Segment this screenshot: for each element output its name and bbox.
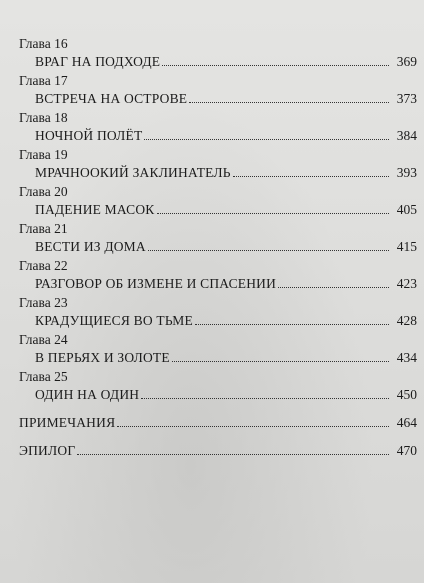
chapter-label: Глава 20 — [19, 184, 68, 199]
page-number: 384 — [396, 128, 417, 143]
chapter-label: Глава 22 — [19, 258, 68, 273]
spacer — [19, 405, 417, 413]
table-of-contents — [19, 35, 417, 461]
chapter-label: Глава 21 — [19, 221, 68, 236]
chapter-label: Глава 23 — [19, 295, 68, 310]
dot-leader — [141, 398, 389, 399]
entry-title: В ПЕРЬЯХ И ЗОЛОТЕ — [35, 350, 170, 365]
page-number: 369 — [396, 54, 417, 69]
toc-entry — [19, 348, 417, 368]
dot-leader — [195, 324, 389, 325]
toc-entry-notes — [19, 413, 417, 433]
chapter-label: Глава 19 — [19, 147, 68, 162]
toc-entry — [19, 52, 417, 72]
entry-title: ОДИН НА ОДИН — [35, 387, 140, 402]
entry-title: ПРИМЕЧАНИЯ — [19, 415, 116, 430]
page-number: 428 — [396, 313, 417, 328]
toc-entry — [19, 274, 417, 294]
dot-leader — [278, 287, 389, 288]
page-number: 373 — [396, 91, 417, 106]
dot-leader — [189, 102, 389, 103]
toc-entry — [19, 237, 417, 257]
page-number: 470 — [396, 443, 417, 458]
toc-entry-epilogue — [19, 441, 417, 461]
dot-leader — [77, 454, 389, 455]
spacer — [19, 433, 417, 441]
chapter-label: Глава 24 — [19, 332, 68, 347]
page-number: 464 — [396, 415, 417, 430]
entry-title: МРАЧНООКИЙ ЗАКЛИНАТЕЛЬ — [35, 165, 231, 180]
page-number: 434 — [396, 350, 417, 365]
chapter-label: Глава 16 — [19, 36, 68, 51]
toc-entry — [19, 89, 417, 109]
entry-title: ПАДЕНИЕ МАСОК — [35, 202, 155, 217]
chapter-label: Глава 17 — [19, 73, 68, 88]
toc-entry — [19, 200, 417, 220]
chapter-label: Глава 25 — [19, 369, 68, 384]
page-number: 415 — [396, 239, 417, 254]
entry-title: ВРАГ НА ПОДХОДЕ — [35, 54, 161, 69]
toc-entry — [19, 163, 417, 183]
entry-title: КРАДУЩИЕСЯ ВО ТЬМЕ — [35, 313, 193, 328]
dot-leader — [144, 139, 389, 140]
entry-title: ЭПИЛОГ — [19, 443, 76, 458]
toc-entry — [19, 126, 417, 146]
toc-entry — [19, 385, 417, 405]
entry-title: ВСТРЕЧА НА ОСТРОВЕ — [35, 91, 188, 106]
page-number: 393 — [396, 165, 417, 180]
entry-title: РАЗГОВОР ОБ ИЗМЕНЕ И СПАСЕНИИ — [35, 276, 277, 291]
entry-title: НОЧНОЙ ПОЛЁТ — [35, 128, 143, 143]
dot-leader — [148, 250, 389, 251]
dot-leader — [233, 176, 389, 177]
chapter-label: Глава 18 — [19, 110, 68, 125]
entry-title: ВЕСТИ ИЗ ДОМА — [35, 239, 146, 254]
page-number: 450 — [396, 387, 417, 402]
toc-entry — [19, 311, 417, 331]
page-number: 423 — [396, 276, 417, 291]
dot-leader — [117, 426, 389, 427]
dot-leader — [162, 65, 389, 66]
dot-leader — [157, 213, 389, 214]
page-number: 405 — [396, 202, 417, 217]
dot-leader — [172, 361, 389, 362]
